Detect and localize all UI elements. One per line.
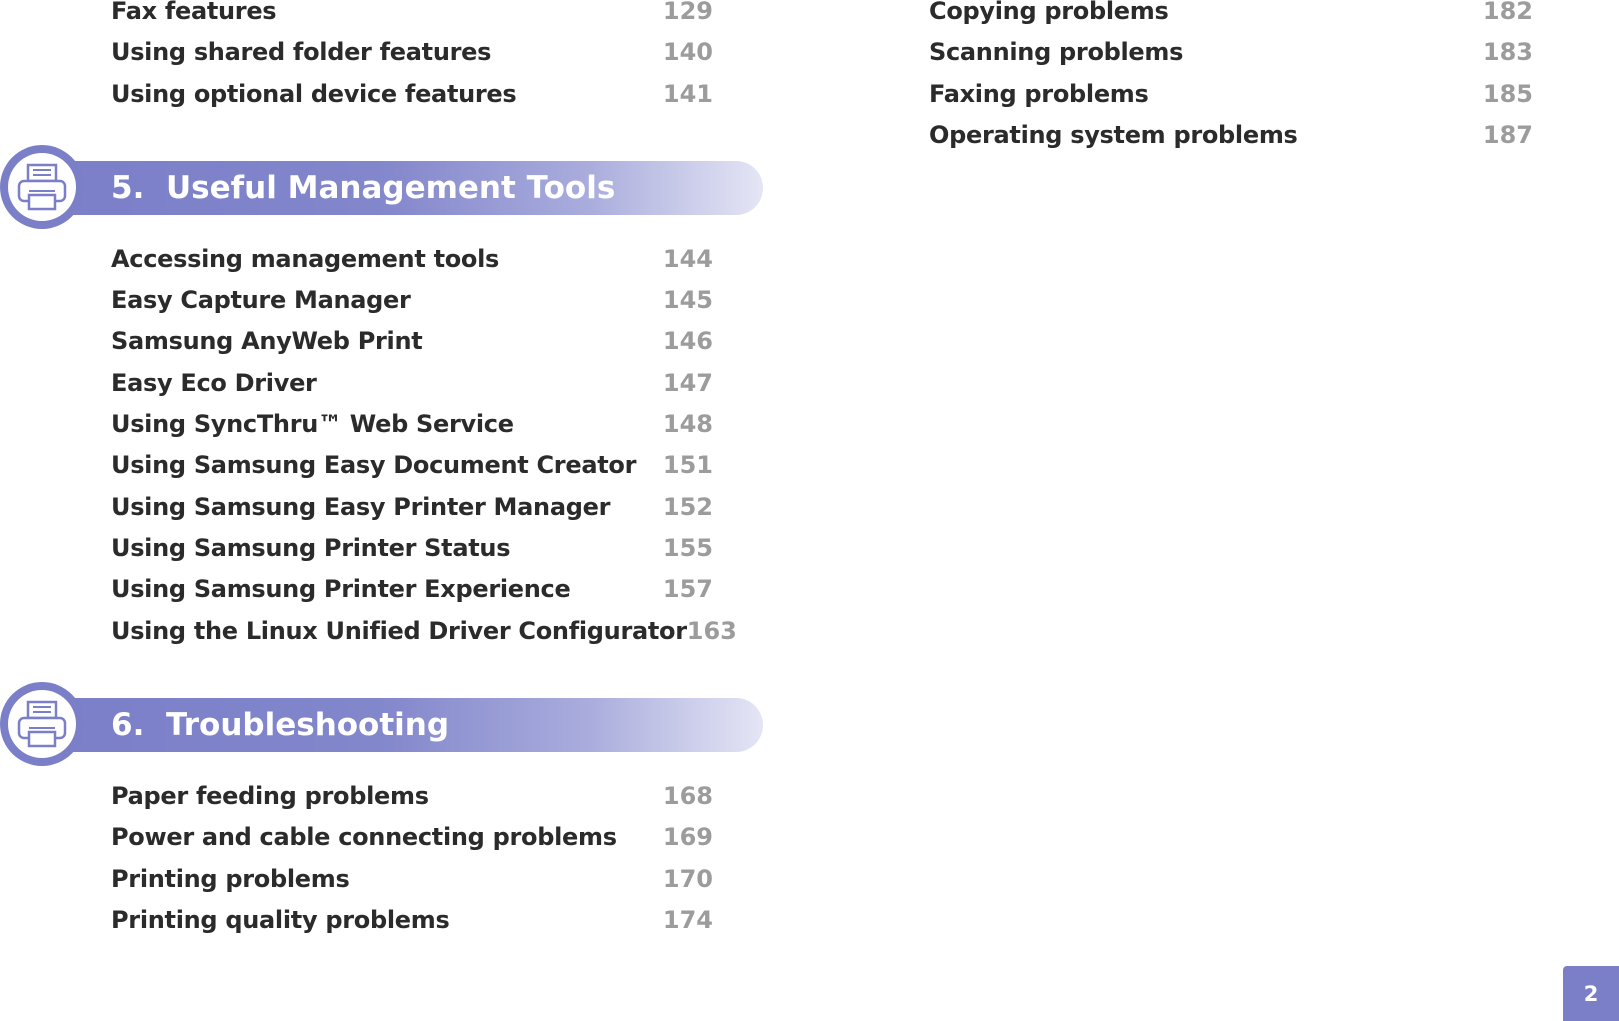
toc-entry-title: Using the Linux Unified Driver Configurator (111, 617, 687, 645)
toc-entry-page: 183 (1482, 38, 1533, 66)
toc-entry-title: Using Samsung Easy Document Creator (111, 451, 637, 479)
section-number: 6. (111, 707, 145, 743)
toc-entry-title: Operating system problems (929, 121, 1298, 149)
toc-entry-title: Easy Capture Manager (111, 286, 411, 314)
toc-entry[interactable] (929, 0, 1533, 28)
toc-entry-page: 144 (662, 245, 713, 273)
toc-entry-page: 157 (662, 575, 713, 603)
toc-entry-title: Easy Eco Driver (111, 369, 317, 397)
toc-entry-page: 141 (662, 80, 713, 108)
toc-entry-title: Copying problems (929, 0, 1169, 25)
toc-entry-page: 155 (662, 534, 713, 562)
toc-entry-page: 129 (662, 0, 713, 25)
section-number: 5. (111, 170, 145, 206)
toc-entry-title: Using Samsung Easy Printer Manager (111, 493, 611, 521)
toc-entry-page: 168 (662, 782, 713, 810)
toc-entry[interactable] (111, 242, 713, 276)
toc-entry-page: 140 (662, 38, 713, 66)
toc-entry-page: 147 (662, 369, 713, 397)
printer-icon (14, 159, 70, 215)
toc-entry[interactable] (111, 862, 713, 896)
toc-entry-title: Printing problems (111, 865, 350, 893)
printer-icon (14, 696, 70, 752)
toc-entry-page: 163 (686, 617, 737, 645)
section-title: Troubleshooting (166, 707, 450, 743)
toc-entry[interactable] (111, 820, 713, 854)
toc-entry[interactable] (111, 283, 713, 317)
toc-entry-page: 169 (662, 823, 713, 851)
toc-entry[interactable] (111, 531, 713, 565)
toc-entry-page: 146 (662, 327, 713, 355)
toc-entry-title: Samsung AnyWeb Print (111, 327, 423, 355)
toc-entry[interactable] (111, 490, 713, 524)
toc-entry-title: Using optional device features (111, 80, 517, 108)
section-icon-circle (0, 682, 84, 766)
toc-entry-page: 174 (662, 906, 713, 934)
toc-entry-title: Scanning problems (929, 38, 1184, 66)
toc-entry-title: Using SyncThru™ Web Service (111, 410, 514, 438)
toc-entry[interactable] (111, 324, 713, 358)
page-number: 2 (1583, 981, 1599, 1006)
page-number-badge (1563, 966, 1619, 1021)
toc-entry-page: 145 (662, 286, 713, 314)
toc-entry-page: 182 (1482, 0, 1533, 25)
toc-entry-page: 148 (662, 410, 713, 438)
toc-entry[interactable] (111, 903, 713, 937)
toc-entry[interactable] (929, 118, 1533, 152)
section-header-5[interactable] (0, 145, 763, 229)
toc-entry-title: Power and cable connecting problems (111, 823, 617, 851)
toc-entry-optional-device[interactable] (111, 77, 713, 111)
toc-entry-page: 170 (662, 865, 713, 893)
toc-entry-title: Using Samsung Printer Experience (111, 575, 571, 603)
toc-entry-title: Using shared folder features (111, 38, 492, 66)
toc-entry[interactable] (111, 366, 713, 400)
toc-entry-shared-folder[interactable] (111, 35, 713, 69)
section-icon-circle (0, 145, 84, 229)
toc-entry-title: Fax features (111, 0, 277, 25)
toc-entry-title: Faxing problems (929, 80, 1149, 108)
toc-entry-page: 187 (1482, 121, 1533, 149)
toc-entry[interactable] (111, 614, 737, 648)
toc-entry[interactable] (111, 572, 713, 606)
toc-entry[interactable] (929, 77, 1533, 111)
toc-entry-fax-features[interactable] (111, 0, 713, 28)
toc-entry-page: 151 (662, 451, 713, 479)
toc-entry[interactable] (929, 35, 1533, 69)
toc-entry[interactable] (111, 407, 713, 441)
toc-entry[interactable] (111, 779, 713, 813)
toc-entry-title: Printing quality problems (111, 906, 450, 934)
toc-entry-title: Using Samsung Printer Status (111, 534, 511, 562)
toc-entry-page: 185 (1482, 80, 1533, 108)
toc-entry-title: Paper feeding problems (111, 782, 429, 810)
toc-entry-title: Accessing management tools (111, 245, 500, 273)
toc-entry-page: 152 (662, 493, 713, 521)
toc-entry[interactable] (111, 448, 713, 482)
section-header-6[interactable] (0, 682, 763, 766)
section-title: Useful Management Tools (166, 170, 616, 206)
